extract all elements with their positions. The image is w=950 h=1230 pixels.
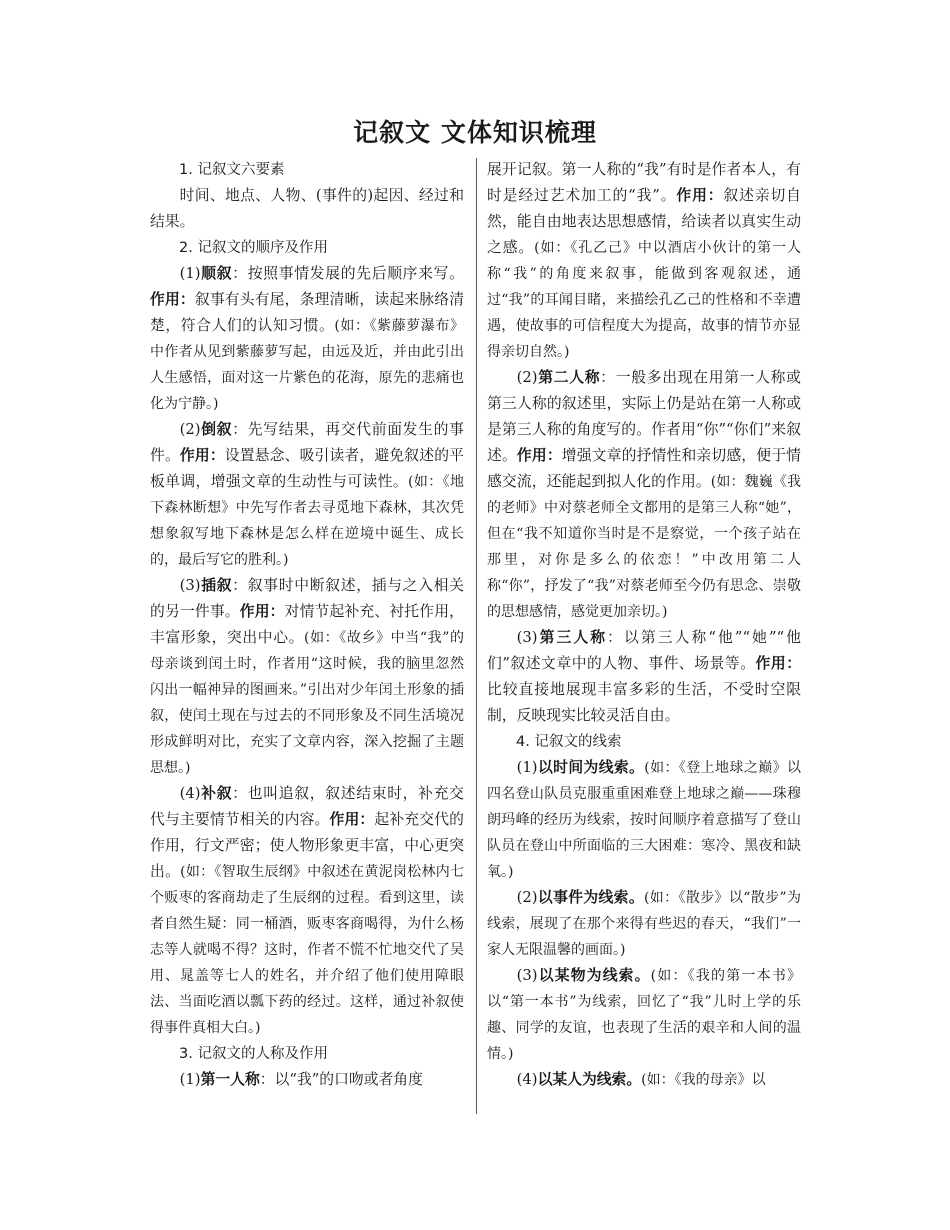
paragraph: 时间、地点、人物、(事件的)起因、经过和结果。: [150, 187, 464, 230]
person-first-continued: 展开记叙。第一人称的“我”有时是作者本人，有时是经过艺术加工的“我”。作用：叙述亲切自然，能自由地表达思想感情，给读者以真实生动之感。(如：《孔乙己》中以酒店小伙计的第一人称“我”的角度来叙事，能做到客观叙述，通过“我”的耳闻目睹，来描绘孔乙己的性格和不幸遭遇，使故事的可信程度大为提高，故事的情节亦显得亲切自然。): [487, 161, 801, 360]
term-label: 第二人称: [537, 369, 601, 386]
term-label: 以某物为线索。: [537, 967, 651, 984]
effect-label: 作用：: [150, 291, 195, 308]
clue-person: (4)以某人为线索。(如：《我的母亲》以: [516, 1071, 766, 1088]
term-label: 以时间为线索。: [537, 759, 645, 776]
section-heading: 2. 记叙文的顺序及作用: [179, 240, 328, 256]
effect-label: 作用：: [239, 603, 285, 620]
effect-label: 作用：: [755, 655, 801, 672]
left-column: [150, 157, 464, 1093]
example-text: (如：《孔乙己》中以酒店小伙计的第一人称“我”的角度来叙事，能做到客观叙述，通过“我”的耳闻目睹，来描绘孔乙己的性格和不幸遭遇，使故事的可信程度大为提高，故事的情节亦显得亲切自然。): [487, 240, 801, 360]
clue-time: (1)以时间为线索。(如：《登上地球之巅》以四名登山队员克服重重困难登上地球之巅——珠穆朗玛峰的经历为线索，按时间顺序着意描写了登山队员在登山中所面临的三大困难：寒冷、黑夜和缺氧。): [487, 759, 801, 880]
column-divider: [476, 158, 477, 1114]
right-column: [487, 157, 801, 1093]
order-shunxu: (1)顺叙：按照事情发展的先后顺序来写。作用：叙事有头有尾，条理清晰，读起来脉络清楚，符合人们的认知习惯。(如：《紫藤萝瀑布》中作者从见到紫藤萝写起，由远及近，并由此引出人生感悟，面对这一片紫色的花海，原先的悲痛也化为宁静。): [150, 265, 464, 412]
section-heading: 3. 记叙文的人称及作用: [179, 1046, 328, 1062]
example-text: (如：《智取生辰纲》中叙述在黄泥岗松林内七个贩枣的客商劫走了生辰纲的过程。看到这里，读者自然生疑：同一桶酒，贩枣客商喝得，为什么杨志等人就喝不得？这时，作者不慌不忙地交代了吴用、晁盖等七人的姓名，并介绍了他们使用障眼法、当面吃酒以瓢下药的经过。这样，通过补叙使得事件真相大白。): [150, 864, 464, 1036]
section-heading: 4. 记叙文的线索: [516, 734, 622, 750]
order-buxu: (4)补叙：也叫追叙，叙述结束时，补充交代与主要情节相关的内容。作用：起补充交代的作用，行文严密；使人物形象更丰富，中心更突出。(如：《智取生辰纲》中叙述在黄泥岗松林内七个贩枣的客商劫走了生辰纲的过程。看到这里，读者自然生疑：同一桶酒，贩枣客商喝得，为什么杨志等人就喝不得？这时，作者不慌不忙地交代了吴用、晁盖等七人的姓名，并介绍了他们使用障眼法、当面吃酒以瓢下药的经过。这样，通过补叙使得事件真相大白。): [150, 785, 464, 1036]
example-text: (如：《故乡》中当“我”的母亲谈到闰土时，作者用“这时候，我的脑里忽然闪出一幅神异的图画来。”引出对少年闰土形象的插叙，使闰土现在与过去的不同形象及不同生活境况形成鲜明对比，充实了文章内容，深入挖掘了主题思想。): [150, 630, 464, 776]
term-label: 顺叙: [200, 265, 233, 282]
order-daoxu: (2)倒叙：先写结果，再交代前面发生的事件。作用：设置悬念、吸引读者，避免叙述的平板单调，增强文章的生动性与可读性。(如：《地下森林断想》中先写作者去寻觅地下森林，其次凭想象叙写地下森林是怎么样在逆境中诞生、成长的，最后写它的胜利。): [150, 421, 464, 568]
example-text: (如：《我的第一本书》以“第一本书”为线索，回忆了“我”儿时上学的乐趣、同学的友谊，也表现了生活的艰辛和人间的温情。): [487, 968, 801, 1062]
effect-label: 作用：: [676, 187, 724, 204]
person-third: (3)第三人称：以第三人称“他”“她”“他们”叙述文章中的人物、事件、场景等。作用：比较直接地展现丰富多彩的生活，不受时空限制，反映现实比较灵活自由。: [487, 629, 801, 724]
section-heading: 1. 记叙文六要素: [179, 162, 285, 178]
term-label: 以某人为线索。: [537, 1071, 642, 1088]
example-text: (如：《紫藤萝瀑布》中作者从见到紫藤萝写起，由远及近，并由此引出人生感悟，面对这一片紫色的花海，原先的悲痛也化为宁静。): [150, 318, 464, 412]
clue-object: (3)以某物为线索。(如：《我的第一本书》以“第一本书”为线索，回忆了“我”儿时上学的乐趣、同学的友谊，也表现了生活的艰辛和人间的温情。): [487, 967, 801, 1062]
effect-label: 作用：: [329, 811, 375, 828]
effect-label: 作用：: [516, 447, 562, 464]
example-text: (如：魏巍《我的老师》中对蔡老师全文都用的是第三人称“她”，但在“我不知道你当时是不是察觉，一个孩子站在那里，对你是多么的依恋！”中改用第二人称“你”，抒发了“我”对蔡老师至今仍有思念、崇敬的思想感情，感觉更加亲切。): [487, 474, 801, 620]
term-label: 第三人称: [537, 629, 608, 646]
example-text: (如：《我的母亲》以: [641, 1072, 766, 1088]
order-chaxu: (3)插叙：叙事时中断叙述，插与之入相关的另一件事。作用：对情节起补充、衬托作用，丰富形象，突出中心。(如：《故乡》中当“我”的母亲谈到闰土时，作者用“这时候，我的脑里忽然闪出一幅神异的图画来。”引出对少年闰土形象的插叙，使闰土现在与过去的不同形象及不同生活境况形成鲜明对比，充实了文章内容，深入挖掘了主题思想。): [150, 577, 464, 776]
term-label: 插叙: [200, 577, 233, 594]
example-text: (如：《登上地球之巅》以四名登山队员克服重重困难登上地球之巅——珠穆朗玛峰的经历为线索，按时间顺序着意描写了登山队员在登山中所面临的三大困难：寒冷、黑夜和缺氧。): [487, 760, 801, 880]
example-text: (如：《地下森林断想》中先写作者去寻觅地下森林，其次凭想象叙写地下森林是怎么样在逆境中诞生、成长的，最后写它的胜利。): [150, 474, 464, 568]
term-label: 补叙: [200, 785, 233, 802]
example-text: (如：《散步》以“散步”为线索，展现了在那个来得有些迟的春天，“我们”一家人无限温馨的画面。): [487, 890, 801, 958]
term-label: 以事件为线索。: [537, 889, 644, 906]
person-second: (2)第二人称：一般多出现在用第一人称或第三人称的叙述里，实际上仍是站在第一人称或是第三人称的角度写的。作者用“你”“你们”来叙述。作用：增强文章的抒情性和亲切感，便于情感交流，还能起到拟人化的作用。(如：魏巍《我的老师》中对蔡老师全文都用的是第三人称“她”，但在“我不知道你当时是不是察觉，一个孩子站在那里，对你是多么的依恋！”中改用第二人称“你”，抒发了“我”对蔡老师至今仍有思念、崇敬的思想感情，感觉更加亲切。): [487, 369, 801, 620]
clue-event: (2)以事件为线索。(如：《散步》以“散步”为线索，展现了在那个来得有些迟的春天，“我们”一家人无限温馨的画面。): [487, 889, 801, 958]
person-first: (1)第一人称：以“我”的口吻或者角度: [179, 1071, 423, 1088]
page-title: 记叙文 文体知识梳理: [353, 118, 597, 147]
effect-label: 作用：: [179, 447, 225, 464]
term-label: 倒叙: [200, 421, 233, 438]
term-label: 第一人称: [200, 1071, 260, 1088]
